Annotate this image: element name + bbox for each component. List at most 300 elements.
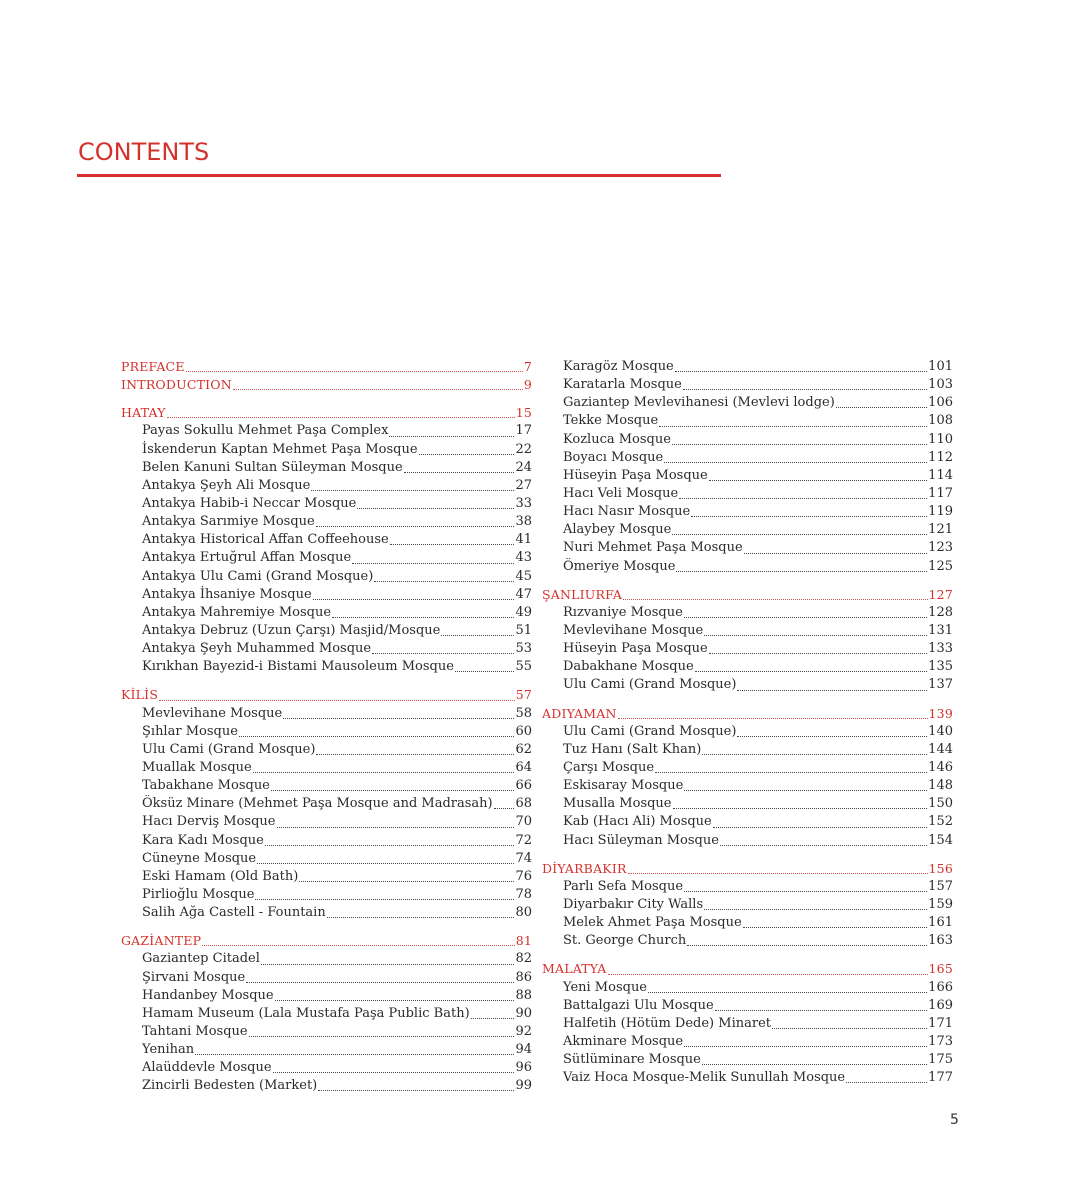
toc-entry-label: ŞANLIURFA: [542, 586, 623, 602]
toc-entry[interactable]: [542, 521, 953, 539]
toc-entry-page: 94: [515, 1042, 532, 1058]
toc-section-heading[interactable]: [121, 376, 532, 394]
toc-entry[interactable]: [121, 969, 532, 987]
dot-leader: [744, 553, 928, 554]
dot-leader: [702, 754, 927, 755]
toc-entry-page: 150: [928, 796, 953, 812]
dot-leader: [265, 845, 515, 846]
toc-entry-page: 112: [928, 449, 953, 465]
toc-entry-page: 92: [515, 1023, 532, 1039]
toc-entry[interactable]: [542, 914, 953, 932]
toc-entry-page: 177: [928, 1070, 953, 1086]
toc-entry[interactable]: [542, 485, 953, 503]
dot-leader: [713, 827, 927, 828]
toc-entry-label: Hüseyin Paşa Mosque: [563, 641, 708, 657]
toc-entry[interactable]: [542, 795, 953, 813]
dot-leader: [743, 927, 928, 928]
dot-leader: [313, 599, 515, 600]
toc-entry[interactable]: [542, 358, 953, 376]
toc-entry-page: 131: [928, 622, 953, 638]
dot-leader: [684, 790, 927, 791]
toc-entry-label: Kara Kadı Mosque: [142, 832, 264, 848]
toc-entry-label: İskenderun Kaptan Mehmet Paşa Mosque: [142, 441, 418, 457]
toc-entry-label: Gaziantep Citadel: [142, 951, 260, 967]
dot-leader: [316, 526, 515, 527]
toc-entry-label: Melek Ahmet Paşa Mosque: [563, 915, 742, 931]
toc-entry-label: Ulu Cami (Grand Mosque): [563, 723, 737, 739]
toc-entry[interactable]: [542, 896, 953, 914]
dot-leader: [737, 690, 927, 691]
toc-entry-page: 9: [523, 377, 532, 393]
dot-leader: [659, 426, 927, 427]
toc-entry[interactable]: [121, 868, 532, 886]
toc-entry[interactable]: [542, 604, 953, 622]
toc-entry[interactable]: [121, 531, 532, 549]
toc-entry-label: Diyarbakır City Walls: [563, 896, 704, 912]
toc-entry[interactable]: [542, 503, 953, 521]
toc-entry-page: 146: [928, 759, 953, 775]
toc-entry[interactable]: [542, 1033, 953, 1051]
toc-entry-label: Sütlüminare Mosque: [563, 1052, 701, 1068]
toc-entry[interactable]: [542, 467, 953, 485]
toc-entry-page: 127: [928, 586, 953, 602]
dot-leader: [684, 1046, 927, 1047]
section-gap: [542, 576, 953, 586]
toc-entry[interactable]: [121, 832, 532, 850]
dot-leader: [202, 945, 514, 946]
toc-entry-label: Rızvaniye Mosque: [563, 604, 683, 620]
toc-entry-page: 148: [928, 778, 953, 794]
toc-entry[interactable]: [542, 723, 953, 741]
toc-entry-label: Eskisaray Mosque: [563, 778, 684, 794]
toc-entry-page: 96: [515, 1060, 532, 1076]
dot-leader: [249, 1036, 515, 1037]
toc-entry-page: 157: [928, 878, 953, 894]
dot-leader: [275, 1000, 515, 1001]
toc-entry[interactable]: [542, 431, 953, 449]
toc-entry[interactable]: [121, 1041, 532, 1059]
toc-entry-page: 171: [928, 1015, 953, 1031]
dot-leader: [684, 891, 927, 892]
dot-leader: [679, 498, 927, 499]
dot-leader: [455, 671, 515, 672]
toc-entry[interactable]: [121, 1077, 532, 1095]
toc-entry-label: Ulu Cami (Grand Mosque): [142, 741, 316, 757]
toc-entry-page: 38: [515, 514, 532, 530]
toc-entry[interactable]: [121, 904, 532, 922]
toc-entry[interactable]: [121, 987, 532, 1005]
dot-leader: [672, 444, 927, 445]
toc-entry-page: 133: [928, 641, 953, 657]
toc-section-heading[interactable]: [542, 586, 953, 604]
toc-entry-label: Tuz Hanı (Salt Khan): [563, 741, 702, 757]
toc-entry[interactable]: [121, 495, 532, 513]
section-gap: [121, 922, 532, 932]
toc-entry-page: 128: [928, 604, 953, 620]
toc-entry-page: 68: [515, 796, 532, 812]
dot-leader: [167, 417, 515, 418]
toc-entry-label: Pirlioğlu Mosque: [142, 886, 255, 902]
toc-entry-page: 76: [515, 868, 532, 884]
dot-leader: [441, 635, 514, 636]
dot-leader: [648, 992, 927, 993]
dot-leader: [687, 945, 927, 946]
dot-leader: [186, 371, 523, 372]
toc-left-column: [121, 358, 532, 1095]
dot-leader: [494, 808, 515, 809]
toc-entry[interactable]: [542, 979, 953, 997]
toc-entry-page: 161: [928, 915, 953, 931]
toc-section-heading[interactable]: [542, 960, 953, 978]
dot-leader: [246, 982, 514, 983]
dot-leader: [352, 563, 514, 564]
toc-entry-label: Tabakhane Mosque: [142, 778, 270, 794]
toc-entry-page: 165: [928, 961, 953, 977]
toc-entry[interactable]: [121, 422, 532, 440]
dot-leader: [691, 516, 927, 517]
toc-entry[interactable]: [121, 586, 532, 604]
toc-entry-page: 152: [928, 814, 953, 830]
toc-entry-page: 55: [515, 659, 532, 675]
section-gap: [121, 394, 532, 404]
toc-entry[interactable]: [542, 622, 953, 640]
dot-leader: [316, 754, 514, 755]
toc-entry-label: Karagöz Mosque: [563, 359, 674, 374]
toc-entry-page: 99: [515, 1078, 532, 1094]
toc-entry-page: 88: [515, 987, 532, 1003]
toc-entry[interactable]: [542, 1069, 953, 1087]
dot-leader: [676, 571, 927, 572]
dot-leader: [299, 881, 514, 882]
toc-entry[interactable]: [121, 950, 532, 968]
toc-entry-label: Karatarla Mosque: [563, 377, 682, 393]
dot-leader: [471, 1018, 515, 1019]
dot-leader: [357, 508, 514, 509]
toc-entry-label: Yeni Mosque: [563, 979, 648, 995]
toc-entry-page: 33: [515, 495, 532, 511]
section-gap: [542, 850, 953, 860]
toc-entry[interactable]: [121, 813, 532, 831]
toc-entry-label: Tahtani Mosque: [142, 1023, 248, 1039]
toc-entry-page: 17: [515, 423, 532, 439]
dot-leader: [271, 790, 515, 791]
toc-entry[interactable]: [121, 441, 532, 459]
toc-entry-label: Nuri Mehmet Paşa Mosque: [563, 540, 743, 556]
toc-entry[interactable]: [542, 539, 953, 557]
toc-section-heading[interactable]: [121, 686, 532, 704]
toc-entry-label: Cüneyne Mosque: [142, 850, 257, 866]
toc-entry-page: 57: [515, 687, 532, 703]
toc-entry[interactable]: [542, 394, 953, 412]
toc-entry-page: 119: [928, 504, 953, 520]
dot-leader: [253, 772, 515, 773]
toc-entry-label: Kab (Hacı Ali) Mosque: [563, 814, 712, 830]
toc-entry[interactable]: [121, 795, 532, 813]
toc-entry-label: Antakya Historical Affan Coffeehouse: [142, 532, 389, 548]
toc-entry-label: Mevlevihane Mosque: [563, 622, 704, 638]
toc-entry-page: 70: [515, 814, 532, 830]
toc-entry-label: St. George Church: [563, 933, 687, 949]
section-gap: [121, 676, 532, 686]
toc-entry-page: 144: [928, 741, 953, 757]
toc-entry[interactable]: [121, 759, 532, 777]
toc-entry-page: 137: [928, 677, 953, 693]
dot-leader: [846, 1082, 927, 1083]
dot-leader: [311, 490, 514, 491]
toc-entry-label: Hacı Veli Mosque: [563, 485, 679, 501]
toc-entry-page: 7: [523, 359, 532, 374]
toc-entry-page: 103: [928, 377, 953, 393]
toc-entry[interactable]: [542, 449, 953, 467]
dot-leader: [655, 772, 927, 773]
toc-entry-label: HATAY: [121, 405, 166, 421]
toc-entry[interactable]: [121, 1023, 532, 1041]
toc-entry[interactable]: [121, 886, 532, 904]
toc-entry-label: Hacı Nasır Mosque: [563, 504, 691, 520]
toc-entry-page: 125: [928, 558, 953, 574]
page-number: 5: [950, 1112, 959, 1128]
toc-entry-page: 156: [928, 860, 953, 876]
toc-entry[interactable]: [121, 549, 532, 567]
toc-entry-label: Zincirli Bedesten (Market): [142, 1078, 318, 1094]
toc-entry[interactable]: [542, 558, 953, 576]
dot-leader: [390, 544, 515, 545]
toc-entry[interactable]: [542, 741, 953, 759]
dot-leader: [372, 653, 514, 654]
dot-leader: [628, 873, 928, 874]
toc-entry-page: 53: [515, 641, 532, 657]
dot-leader: [277, 827, 515, 828]
dot-leader: [772, 1028, 927, 1029]
toc-entry-page: 15: [515, 405, 532, 421]
toc-entry-label: KİLİS: [121, 687, 159, 703]
toc-entry-label: Akminare Mosque: [563, 1033, 684, 1049]
toc-entry-label: Hamam Museum (Lala Mustafa Paşa Public Bath): [142, 1005, 470, 1021]
toc-entry-page: 123: [928, 540, 953, 556]
toc-entry[interactable]: [542, 813, 953, 831]
toc-entry[interactable]: [121, 1005, 532, 1023]
toc-entry-page: 66: [515, 778, 532, 794]
toc-entry-page: 80: [515, 905, 532, 921]
toc-entry[interactable]: [121, 604, 532, 622]
toc-entry-label: Kırıkhan Bayezid-i Bistami Mausoleum Mosque: [142, 659, 454, 675]
toc-entry-page: 81: [515, 933, 532, 949]
toc-entry-page: 51: [515, 622, 532, 638]
toc-entry-page: 47: [515, 586, 532, 602]
toc-entry-label: Ömeriye Mosque: [563, 558, 676, 574]
toc-entry-page: 121: [928, 522, 953, 538]
toc-entry-page: 114: [928, 467, 953, 483]
toc-entry-label: Hacı Süleyman Mosque: [563, 832, 719, 848]
toc-entry-page: 43: [515, 550, 532, 566]
dot-leader: [709, 480, 927, 481]
toc-entry-page: 175: [928, 1052, 953, 1068]
toc-entry-page: 27: [515, 477, 532, 493]
toc-entry-page: 82: [515, 951, 532, 967]
toc-entry-page: 41: [515, 532, 532, 548]
page-title: CONTENTS: [78, 138, 210, 166]
toc-entry[interactable]: [121, 741, 532, 759]
section-gap: [542, 695, 953, 705]
dot-leader: [623, 599, 927, 600]
toc-section-heading[interactable]: [542, 705, 953, 723]
toc-entry[interactable]: [542, 997, 953, 1015]
dot-leader: [684, 617, 927, 618]
toc-entry-label: Antakya Debruz (Uzun Çarşı) Masjid/Mosque: [142, 622, 441, 638]
toc-section-heading[interactable]: [121, 358, 532, 376]
toc-entry-label: Şıhlar Mosque: [142, 723, 238, 739]
toc-entry-page: 135: [928, 659, 953, 675]
toc-entry-label: Tekke Mosque: [563, 413, 659, 429]
toc-entry-label: Antakya Şeyh Muhammed Mosque: [142, 641, 372, 657]
toc-entry[interactable]: [121, 477, 532, 495]
toc-entry-page: 45: [515, 568, 532, 584]
dot-leader: [608, 974, 928, 975]
dot-leader: [704, 909, 927, 910]
dot-leader: [709, 653, 927, 654]
toc-entry-label: Salih Ağa Castell - Fountain: [142, 905, 326, 921]
toc-entry[interactable]: [542, 376, 953, 394]
dot-leader: [683, 389, 927, 390]
toc-entry[interactable]: [121, 568, 532, 586]
toc-entry-page: 72: [515, 832, 532, 848]
toc-entry[interactable]: [121, 850, 532, 868]
toc-entry[interactable]: [121, 1059, 532, 1077]
dot-leader: [836, 407, 927, 408]
toc-entry-label: DİYARBAKIR: [542, 860, 627, 876]
toc-entry[interactable]: [542, 1051, 953, 1069]
toc-entry[interactable]: [542, 676, 953, 694]
toc-entry-page: 166: [928, 979, 953, 995]
toc-entry[interactable]: [542, 878, 953, 896]
toc-entry-label: Parlı Sefa Mosque: [563, 878, 684, 894]
toc-entry-label: Gaziantep Mevlevihanesi (Mevlevi lodge): [563, 395, 835, 411]
toc-entry[interactable]: [542, 759, 953, 777]
toc-entry-label: Antakya Şeyh Ali Mosque: [142, 477, 311, 493]
toc-entry-page: 110: [928, 431, 953, 447]
dot-leader: [673, 808, 928, 809]
dot-leader: [257, 863, 514, 864]
toc-section-heading[interactable]: [121, 932, 532, 950]
toc-entry-page: 24: [515, 459, 532, 475]
toc-entry-label: Yenihan: [142, 1042, 195, 1058]
dot-leader: [737, 736, 927, 737]
toc-entry[interactable]: [121, 705, 532, 723]
toc-entry-page: 60: [515, 723, 532, 739]
dot-leader: [695, 671, 928, 672]
dot-leader: [332, 617, 514, 618]
toc-entry-label: Alaüddevle Mosque: [142, 1060, 272, 1076]
toc-entry-label: Dabakhane Mosque: [563, 659, 694, 675]
toc-entry[interactable]: [542, 1015, 953, 1033]
toc-entry-label: Boyacı Mosque: [563, 449, 664, 465]
toc-entry-label: PREFACE: [121, 359, 185, 374]
dot-leader: [702, 1064, 927, 1065]
dot-leader: [664, 462, 927, 463]
dot-leader: [283, 718, 514, 719]
toc-entry-label: Alaybey Mosque: [563, 522, 672, 538]
toc-entry-page: 101: [928, 359, 953, 374]
toc-entry[interactable]: [121, 723, 532, 741]
toc-entry-label: Battalgazi Ulu Mosque: [563, 997, 714, 1013]
toc-entry-label: INTRODUCTION: [121, 377, 232, 393]
toc-entry[interactable]: [542, 640, 953, 658]
dot-leader: [618, 718, 928, 719]
toc-entry[interactable]: [121, 513, 532, 531]
toc-entry-label: Kozluca Mosque: [563, 431, 671, 447]
toc-entry[interactable]: [121, 622, 532, 640]
toc-entry-page: 117: [928, 485, 953, 501]
toc-entry[interactable]: [121, 777, 532, 795]
dot-leader: [239, 736, 515, 737]
toc-entry[interactable]: [542, 412, 953, 430]
toc-entry-label: Öksüz Minare (Mehmet Paşa Mosque and Madrasah): [142, 796, 493, 812]
toc-entry[interactable]: [121, 640, 532, 658]
toc-entry[interactable]: [121, 459, 532, 477]
toc-entry-page: 74: [515, 850, 532, 866]
toc-entry-page: 173: [928, 1033, 953, 1049]
toc-entry-label: Ulu Cami (Grand Mosque): [563, 677, 737, 693]
toc-entry-page: 139: [928, 705, 953, 721]
toc-entry[interactable]: [542, 658, 953, 676]
toc-entry-label: Antakya Ulu Cami (Grand Mosque): [142, 568, 374, 584]
dot-leader: [261, 964, 515, 965]
toc-entry[interactable]: [542, 832, 953, 850]
toc-entry-label: Antakya İhsaniye Mosque: [142, 586, 312, 602]
dot-leader: [715, 1010, 927, 1011]
dot-leader: [233, 389, 523, 390]
toc-entry-page: 86: [515, 969, 532, 985]
toc-entry-label: Hacı Derviş Mosque: [142, 814, 276, 830]
dot-leader: [318, 1090, 514, 1091]
dot-leader: [159, 700, 515, 701]
toc-entry-label: Antakya Habib-i Neccar Mosque: [142, 495, 357, 511]
toc-entry[interactable]: [542, 777, 953, 795]
toc-entry-page: 64: [515, 759, 532, 775]
toc-entry-label: Antakya Ertuğrul Affan Mosque: [142, 550, 352, 566]
dot-leader: [273, 1072, 515, 1073]
dot-leader: [672, 534, 927, 535]
toc-right-column: [542, 358, 953, 1087]
toc-entry-label: Hüseyin Paşa Mosque: [563, 467, 708, 483]
toc-entry-label: MALATYA: [542, 961, 607, 977]
toc-section-heading[interactable]: [121, 404, 532, 422]
toc-entry-page: 90: [515, 1005, 532, 1021]
dot-leader: [255, 899, 514, 900]
toc-entry-page: 62: [515, 741, 532, 757]
toc-entry-page: 163: [928, 933, 953, 949]
toc-entry-label: Payas Sokullu Mehmet Paşa Complex: [142, 423, 389, 439]
toc-entry-page: 58: [515, 705, 532, 721]
toc-entry-label: ADIYAMAN: [542, 705, 617, 721]
dot-leader: [327, 917, 515, 918]
title-underline: [77, 174, 721, 177]
toc-entry-label: Halfetih (Hötüm Dede) Minaret: [563, 1015, 771, 1031]
toc-entry-page: 78: [515, 886, 532, 902]
toc-section-heading[interactable]: [542, 860, 953, 878]
toc-entry-page: 154: [928, 832, 953, 848]
toc-entry-page: 169: [928, 997, 953, 1013]
toc-entry-label: GAZİANTEP: [121, 933, 202, 949]
dot-leader: [720, 845, 927, 846]
toc-entry-label: Şirvani Mosque: [142, 969, 246, 985]
dot-leader: [704, 635, 927, 636]
toc-entry-page: 140: [928, 723, 953, 739]
toc-entry-page: 108: [928, 413, 953, 429]
toc-entry-label: Antakya Mahremiye Mosque: [142, 604, 332, 620]
toc-entry[interactable]: [121, 658, 532, 676]
toc-entry[interactable]: [542, 932, 953, 950]
